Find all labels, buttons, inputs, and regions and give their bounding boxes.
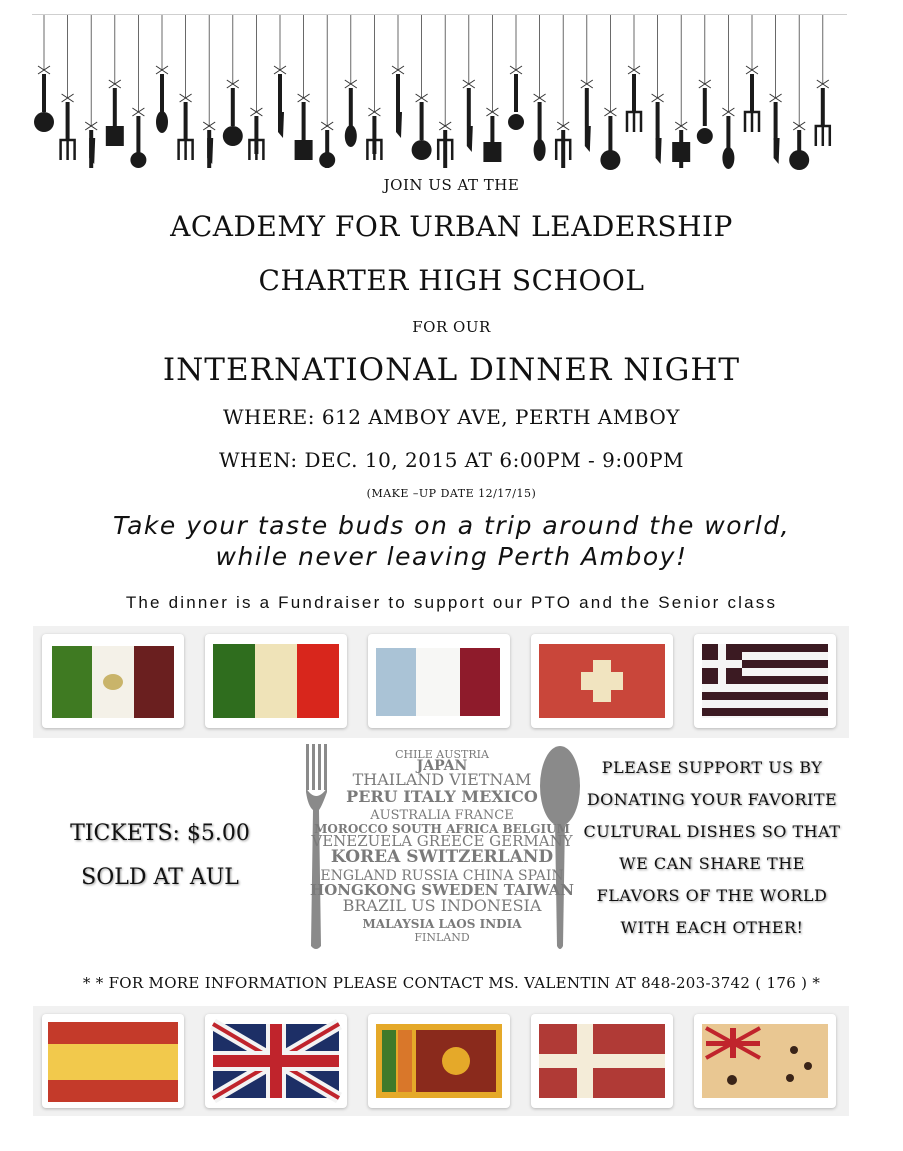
hanging-fork-icon	[438, 14, 452, 168]
word-cloud-row: MOROCCO SOUTH AFRICA BELGIUM	[314, 822, 570, 836]
word-cloud-row: CHILE AUSTRIA	[395, 748, 489, 761]
event-title: INTERNATIONAL DINNER NIGHT	[162, 352, 741, 388]
hanging-spatula-icon	[106, 14, 124, 146]
hanging-knife-icon	[274, 14, 286, 138]
support-line: WITH EACH OTHER!	[620, 918, 804, 937]
word-cloud-row: AUSTRALIA FRANCE	[370, 808, 514, 823]
plate-food-flag-3	[368, 634, 510, 728]
word-cloud-row: VENEZUELA GREECE GERMANY	[311, 832, 573, 850]
hanging-fork-icon	[556, 14, 570, 168]
hanging-fork-icon	[816, 14, 830, 146]
hanging-knife-icon	[463, 14, 475, 152]
ticket-location: SOLD AT AUL	[81, 865, 239, 890]
hanging-fork-icon	[745, 14, 759, 132]
hanging-spatula-icon	[483, 14, 501, 162]
hanging-utensils-banner	[32, 10, 847, 170]
tagline-line2: while never leaving Perth Amboy!	[215, 542, 688, 571]
hanging-spatula-icon	[672, 14, 690, 168]
hanging-ladle-icon	[412, 14, 432, 160]
hanging-fork-icon	[61, 14, 75, 160]
utensils-icon	[32, 10, 847, 170]
tagline-line1: Take your taste buds on a trip around the world,	[112, 511, 791, 540]
plate-food-flag-9	[531, 1014, 673, 1108]
hanging-fork-icon	[179, 14, 193, 160]
hanging-spoon-icon	[722, 14, 734, 169]
support-message	[572, 752, 852, 944]
hanging-knife-icon	[581, 14, 593, 152]
hanging-whisk-icon	[697, 14, 713, 144]
plate-food-flag-7	[205, 1014, 347, 1108]
plate-food-flag-5	[694, 634, 836, 728]
hanging-fork-icon	[627, 14, 641, 132]
hanging-knife-icon	[392, 14, 404, 138]
plate-food-flag-10	[694, 1014, 836, 1108]
support-line: WE CAN SHARE THE	[619, 854, 805, 873]
plate-food-flag-4	[531, 634, 673, 728]
tickets-info	[55, 812, 265, 900]
hanging-whisk-icon	[508, 14, 524, 130]
word-cloud-row: JAPAN	[416, 758, 468, 774]
hanging-knife-icon	[652, 14, 664, 164]
ticket-price: TICKETS: $5.00	[70, 821, 250, 846]
word-cloud-row: BRAZIL US INDONESIA	[342, 896, 542, 915]
hanging-knife-icon	[85, 14, 97, 168]
hanging-spatula-icon	[295, 14, 313, 160]
hanging-whisk-icon	[130, 14, 146, 168]
for-our-text: FOR OUR	[412, 318, 491, 336]
country-word-cloud	[300, 740, 585, 955]
support-line: FLAVORS OF THE WORLD	[596, 886, 828, 905]
school-name-line1: ACADEMY FOR URBAN LEADERSHIP	[170, 210, 733, 243]
hanging-whisk-icon	[319, 14, 335, 168]
hanging-ladle-icon	[223, 14, 243, 146]
hanging-fork-icon	[367, 14, 381, 160]
word-cloud-row: PERU ITALY MEXICO	[346, 787, 538, 806]
plate-food-flag-8	[368, 1014, 510, 1108]
hanging-knife-icon	[770, 14, 782, 164]
word-cloud-row: THAILAND VIETNAM	[352, 770, 532, 789]
hanging-spoon-icon	[345, 14, 357, 147]
hanging-ladle-icon	[600, 14, 620, 170]
flag-plates-top	[33, 626, 849, 738]
hanging-ladle-icon	[34, 14, 54, 132]
fundraiser-text: The dinner is a Fundraiser to support our PTO and the Senior class	[125, 593, 778, 612]
hanging-ladle-icon	[789, 14, 809, 170]
word-cloud-row: MALAYSIA LAOS INDIA	[362, 917, 522, 931]
plate-food-flag-6	[42, 1014, 184, 1108]
word-cloud-row: KOREA SWITZERLAND	[330, 847, 554, 867]
plate-food-flag-2	[205, 634, 347, 728]
word-cloud-row: HONGKONG SWEDEN TAIWAN	[310, 881, 574, 899]
hanging-knife-icon	[203, 14, 215, 168]
event-date-time: WHEN: DEC. 10, 2015 AT 6:00PM - 9:00PM	[218, 448, 685, 472]
hanging-spoon-icon	[156, 14, 168, 133]
join-us-text: JOIN US AT THE	[383, 176, 520, 194]
word-cloud-row: FINLAND	[414, 931, 470, 944]
makeup-date: (MAKE –UP DATE 12/17/15)	[366, 487, 537, 500]
support-line: PLEASE SUPPORT US BY	[601, 758, 823, 777]
hanging-spoon-icon	[534, 14, 546, 161]
hanging-line	[32, 14, 847, 15]
flag-plates-bottom	[33, 1006, 849, 1116]
school-name-line2: CHARTER HIGH SCHOOL	[258, 264, 645, 297]
support-line: DONATING YOUR FAVORITE	[586, 790, 838, 809]
word-cloud-row: ENGLAND RUSSIA CHINA SPAIN	[320, 868, 564, 884]
hanging-fork-icon	[249, 14, 263, 160]
event-location: WHERE: 612 AMBOY AVE, PERTH AMBOY	[222, 405, 681, 429]
contact-info: * * FOR MORE INFORMATION PLEASE CONTACT MS. VALENTIN AT 848-203-3742 ( 176 ) *	[82, 974, 821, 992]
plate-food-flag-1	[42, 634, 184, 728]
tagline	[0, 510, 903, 572]
support-line: CULTURAL DISHES SO THAT	[583, 822, 841, 841]
